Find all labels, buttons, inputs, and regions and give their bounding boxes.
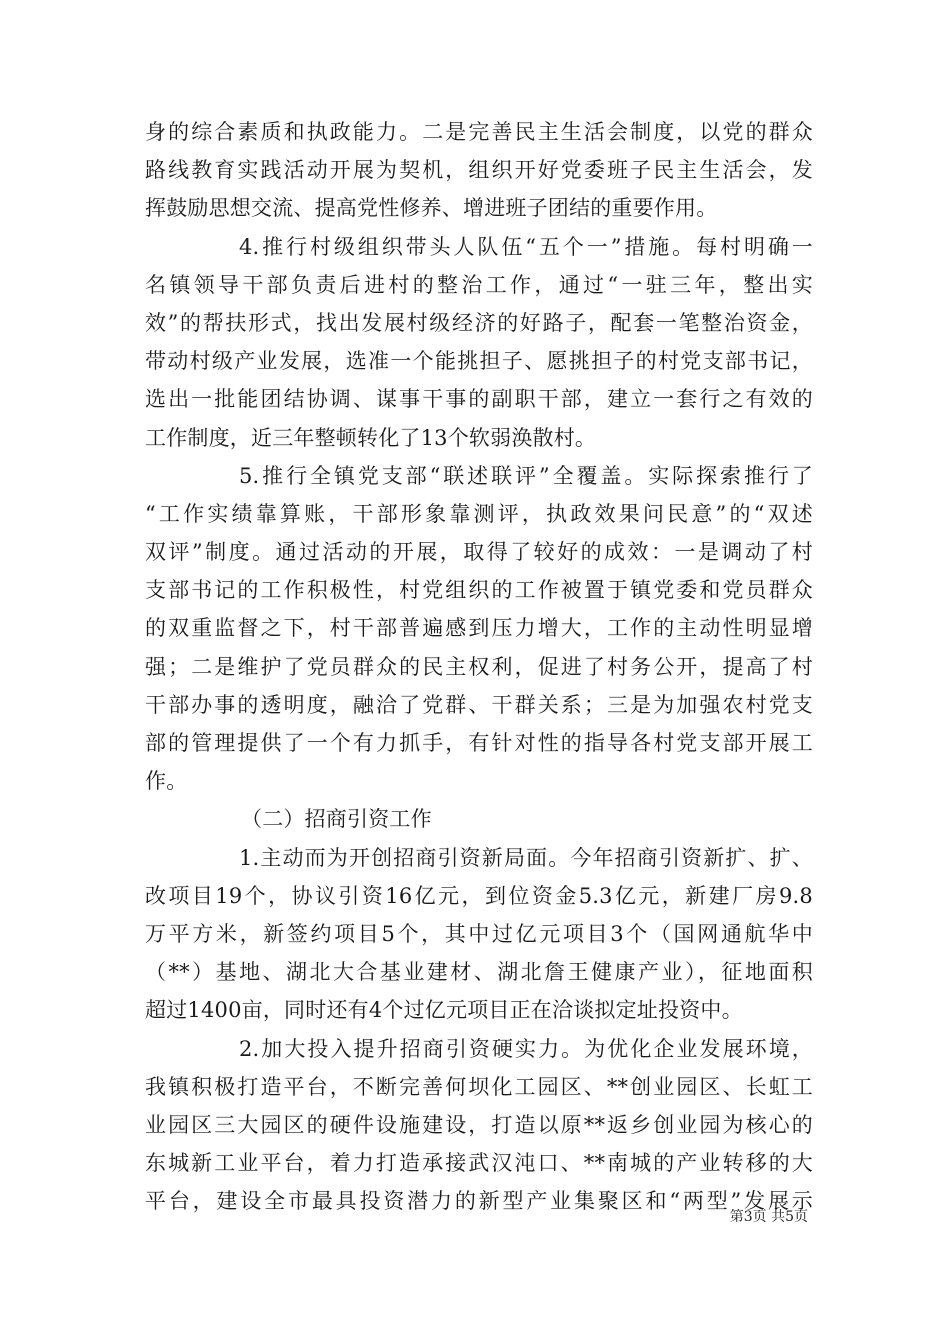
text-line: 改项目19个，协议引资16亿元，到位资金5.3亿元，新建厂房9.8 xyxy=(145,883,813,908)
text-line: 身的综合素质和执政能力。二是完善民主生活会制度，以党的群众 xyxy=(145,120,813,144)
text-line: 1.主动而为开创招商引资新局面。今年招商引资新扩、扩、 xyxy=(239,845,813,870)
text-line: 强；二是维护了党员群众的民主权利，促进了村务公开，提高了村 xyxy=(145,654,813,679)
text-line: 部的管理提供了一个有力抓手，有针对性的指导各村党支部开展工 xyxy=(145,731,813,755)
section-heading: （二）招商引资工作 xyxy=(241,807,432,832)
text-line: 工作制度，近三年整顿转化了13个软弱涣散村。 xyxy=(145,425,597,450)
text-line: 平台，建设全市最具投资潜力的新型产业集聚区和“两型”发展示 xyxy=(145,1189,813,1214)
text-line: 万平方米，新签约项目5个，其中过亿元项目3个（国网通航华中 xyxy=(145,921,813,946)
text-line: 双评”制度。通过活动的开展，取得了较好的成效：一是调动了村 xyxy=(145,540,813,565)
text-line: 作。 xyxy=(145,769,188,794)
text-line: 2.加大投入提升招商引资硬实力。为优化企业发展环境， xyxy=(239,1036,813,1061)
text-line: 效”的帮扶形式，找出发展村级经济的好路子，配套一笔整治资金， xyxy=(145,310,813,335)
document-body xyxy=(145,113,813,1220)
text-line: 选出一批能团结协调、谋事干事的副职干部，建立一套行之有效的 xyxy=(145,387,813,412)
text-line: 支部书记的工作积极性，村党组织的工作被置于镇党委和党员群众 xyxy=(145,578,813,603)
text-line: 我镇积极打造平台，不断完善何坝化工园区、**创业园区、长虹工 xyxy=(145,1074,813,1099)
text-line: 挥鼓励思想交流、提高党性修养、增进班子团结的重要作用。 xyxy=(145,196,718,221)
text-line: 名镇领导干部负责后进村的整治工作，通过“一驻三年，整出实 xyxy=(145,272,813,297)
text-line: 带动村级产业发展，选准一个能挑担子、愿挑担子的村党支部书记， xyxy=(145,349,813,374)
text-line: 5.推行全镇党支部“联述联评”全覆盖。实际探索推行了 xyxy=(239,463,813,488)
text-line: 东城新工业平台，着力打造承接武汉沌口、**南城的产业转移的大 xyxy=(145,1151,813,1176)
text-line: （**）基地、湖北大合基业建材、湖北詹王健康产业），征地面积 xyxy=(145,960,813,985)
text-line: “工作实绩靠算账，干部形象靠测评，执政效果问民意”的“双述 xyxy=(145,501,813,526)
text-line: 4.推行村级组织带头人队伍“五个一”措施。每村明确一 xyxy=(239,234,813,259)
text-line: 业园区三大园区的硬件设施建设，打造以原**返乡创业园为核心的 xyxy=(145,1112,813,1137)
text-line: 干部办事的透明度，融洽了党群、干群关系；三是为加强农村党支 xyxy=(145,692,813,717)
text-line: 路线教育实践活动开展为契机，组织开好党委班子民主生活会，发 xyxy=(145,158,813,183)
page-number: 第3页 共5页 xyxy=(729,1209,808,1225)
text-line: 超过1400亩，同时还有4个过亿元项目正在洽谈拟定址投资中。 xyxy=(145,998,743,1023)
text-line: 的双重监督之下，村干部普遍感到压力增大，工作的主动性明显增 xyxy=(145,616,813,641)
